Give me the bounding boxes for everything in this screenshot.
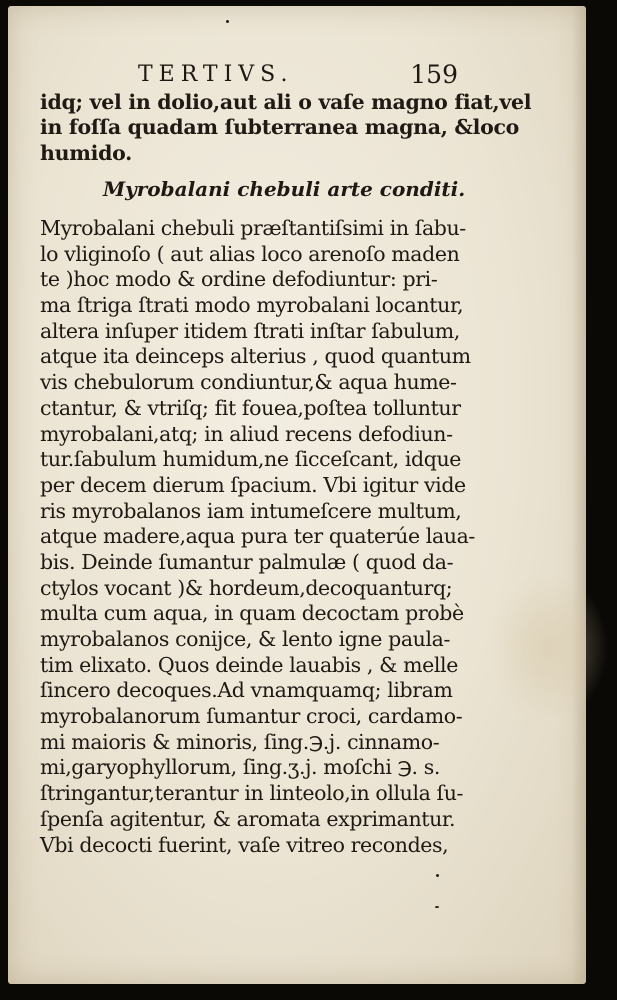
ink-speck (226, 20, 229, 23)
text-line: mi maioris & minoris, ſing.℈.j. cinnamo- (40, 729, 440, 754)
text-line: Myrobalani chebuli præſtantiſsimi in ſabu- (40, 216, 466, 240)
text-line: ris myrobalanos iam intumeſcere multum, (40, 498, 462, 523)
text-line: tur.ſabulum humidum,ne ſicceſcant, idque (40, 447, 462, 472)
ink-speck (435, 906, 439, 908)
text-line: per decem dierum ſpacium. Vbi igitur vide (40, 472, 466, 497)
section-heading: Myrobalani chebuli arte conditi. (103, 177, 466, 201)
text-line: mi,garyophyllorum, ſing.ʒ.j. moſchi ℈. s. (40, 755, 440, 780)
text-line: ſtringantur,terantur in linteolo,in ollula ſu- (40, 781, 464, 806)
water-stain (488, 572, 608, 722)
text-line: ctantur, & vtriſq; fit fouea,poſtea tolluntur (40, 395, 461, 420)
text-line: atque madere,aqua pura ter quaterúe laua- (40, 524, 475, 549)
text-line: altera inſuper itidem ſtrati inſtar ſabulum, (40, 318, 460, 343)
text-line: myrobalanos conijce, & lento igne paula- (40, 627, 450, 651)
text-line: ctylos vocant )& hordeum,decoquanturq; (40, 575, 453, 600)
text-line: myrobalanorum ſumantur croci, cardamo- (40, 704, 463, 729)
text-line: atque ita deinceps alterius , quod quantum (40, 344, 471, 369)
text-line: Vbi decocti fuerint, vaſe vitreo recondes, (40, 832, 449, 857)
text-line: ſpenſa agitentur, & aromata exprimantur. (40, 806, 456, 831)
continuation-paragraph (40, 90, 532, 166)
text-line: te )hoc modo & ordine defodiuntur: pri- (40, 267, 438, 292)
text-line: myrobalani,atq; in aliud recens defodiun- (40, 421, 453, 446)
text-line: bis. Deinde ſumantur palmulæ ( quod da- (40, 549, 454, 574)
text-line: in foſſa quadam ſubterranea magna, &loco (40, 115, 520, 140)
text-line: ma ſtriga ſtrati modo myrobalani locantur, (40, 293, 464, 318)
page-number: 159 (410, 60, 458, 89)
page-header (138, 58, 458, 92)
text-line: idq; vel in dolio,aut ali o vaſe magno fiat,vel (40, 90, 532, 114)
body-paragraph (40, 216, 475, 858)
text-line: multa cum aqua, in quam decoctam probè (40, 601, 464, 626)
text-line: ſincero decoques.Ad vnamquamq; libram (40, 678, 453, 703)
page-edge-shadow (572, 6, 586, 984)
text-line: vis chebulorum condiuntur,& aqua hume- (40, 370, 457, 395)
text-line: humido. (40, 140, 132, 165)
ink-speck (436, 874, 439, 877)
text-line: lo vliginoſo ( aut alias loco arenoſo maden (40, 241, 460, 266)
running-head: TERTIVS. (138, 62, 294, 87)
text-line: tim elixato. Quos deinde lauabis , & melle (40, 652, 458, 677)
